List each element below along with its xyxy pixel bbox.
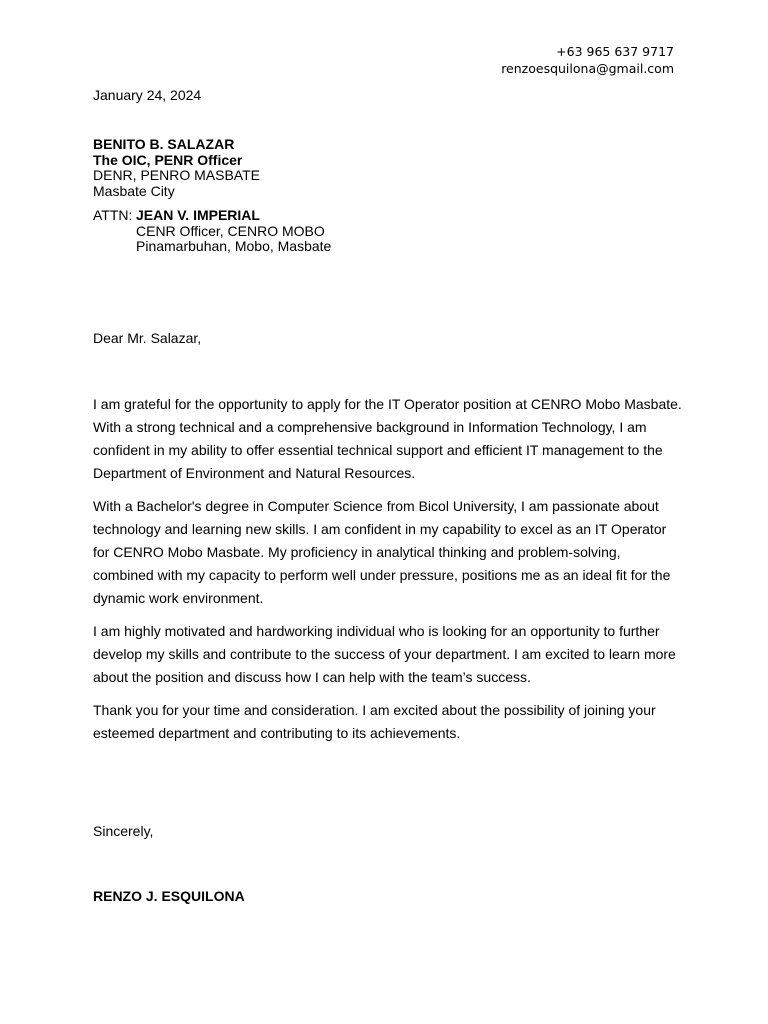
salutation: Dear Mr. Salazar, bbox=[93, 330, 202, 346]
sender-email: renzoesquilona@gmail.com bbox=[501, 61, 674, 76]
recipient-name: BENITO B. SALAZAR bbox=[93, 136, 235, 152]
attention-label: ATTN: bbox=[93, 207, 133, 223]
body-paragraph: With a Bachelor's degree in Computer Science from Bicol University, I am passionate about technology and learning new skills. I am confident in my capability to excel as an IT Operator for CENRO Mobo Masbate. My proficiency in analytical thinking and problem-solving, combined with my capacity to perform well under pressure, positions me as an ideal fit for the dynamic work environment. bbox=[93, 498, 671, 606]
sender-contact bbox=[501, 43, 674, 77]
closing: Sincerely, bbox=[93, 823, 154, 839]
letter-body bbox=[93, 393, 683, 755]
body-paragraph: Thank you for your time and consideration. I am excited about the possibility of joining your esteemed department and contributing to its achievements. bbox=[93, 702, 656, 741]
attention-name: JEAN V. IMPERIAL bbox=[136, 207, 260, 223]
sender-phone: +63 965 637 9717 bbox=[556, 44, 674, 59]
recipient-block bbox=[93, 137, 260, 199]
attention-block bbox=[93, 208, 331, 255]
signature-name: RENZO J. ESQUILONA bbox=[93, 888, 245, 904]
attention-title: CENR Officer, CENRO MOBO bbox=[136, 222, 325, 239]
attention-address: Pinamarbuhan, Mobo, Masbate bbox=[136, 238, 332, 254]
recipient-city: Masbate City bbox=[93, 182, 175, 199]
body-paragraph: I am grateful for the opportunity to apply for the IT Operator position at CENRO Mobo Masbate. With a strong technical and a comprehensive background in Information Technology, I am confident in my ability to offer essential technical support and efficient IT management to the Department of Environment and Natural Resources. bbox=[93, 396, 682, 481]
recipient-title: The OIC, PENR Officer bbox=[93, 151, 243, 168]
letter-date: January 24, 2024 bbox=[93, 87, 202, 103]
body-paragraph: I am highly motivated and hardworking individual who is looking for an opportunity to further develop my skills and contribute to the success of your department. I am excited to learn more about the position and discuss how I can help with the team’s success. bbox=[93, 623, 676, 685]
recipient-office: DENR, PENRO MASBATE bbox=[93, 167, 260, 183]
